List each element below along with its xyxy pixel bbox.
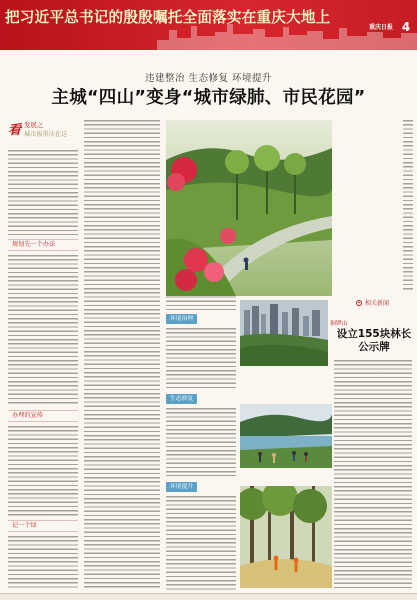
related-news-icon bbox=[356, 300, 362, 306]
newspaper-brand: 重庆日报 bbox=[368, 24, 393, 31]
park-illustration bbox=[166, 120, 332, 296]
related-news-title: 设立155块林长公示牌 bbox=[336, 328, 412, 353]
subhead-2: 办理的宣传 bbox=[8, 410, 78, 422]
body-text-col1-c bbox=[8, 426, 78, 516]
lake-illustration bbox=[240, 404, 332, 468]
body-text-col1-a bbox=[8, 150, 78, 235]
subhead-1: 规划先一个办法 bbox=[8, 239, 78, 251]
lake-photo bbox=[240, 404, 332, 468]
city-skyline-illustration bbox=[240, 300, 328, 366]
body-text-col1-d bbox=[8, 536, 78, 590]
subhead-3: 记一个绿 bbox=[8, 520, 78, 532]
body-text-col3-d bbox=[166, 496, 236, 590]
body-text-col2-a bbox=[84, 120, 160, 590]
city-skyline-photo bbox=[240, 300, 328, 366]
body-text-col3-b bbox=[166, 328, 236, 388]
banner-title: 把习近平总书记的殷殷嘱托全面落实在重庆大地上 bbox=[5, 9, 331, 26]
article-headline: 主城“四山”变身“城市绿肺、市民花园” bbox=[51, 88, 366, 108]
column-logo-subtitle: 城市报重庆在这 bbox=[24, 131, 68, 138]
related-news-location: 铜锣山 bbox=[330, 321, 348, 327]
page-number: 4 bbox=[401, 20, 411, 34]
body-text-col1-b bbox=[8, 255, 78, 405]
body-text-col3-c bbox=[166, 408, 236, 476]
column-logo bbox=[8, 119, 72, 145]
main-photo-park-flowers bbox=[166, 120, 332, 296]
related-news-body bbox=[334, 360, 412, 590]
section-tag-3: 环境提升 bbox=[166, 482, 197, 492]
section-tag-1: 环境治理 bbox=[166, 314, 197, 324]
top-banner bbox=[0, 0, 417, 50]
main-photo-caption bbox=[403, 120, 413, 296]
related-news-label bbox=[356, 298, 389, 307]
related-news-text: 相关新闻 bbox=[365, 300, 390, 307]
column-logo-mark: 看 bbox=[8, 123, 22, 138]
article-kicker: 违建整治 生态修复 环境提升 bbox=[144, 73, 273, 84]
page-footer bbox=[0, 593, 417, 600]
section-tag-2: 生态修复 bbox=[166, 394, 197, 404]
column-logo-title: 发展之 bbox=[24, 121, 44, 129]
forest-illustration bbox=[240, 486, 332, 588]
forest-workers-photo bbox=[240, 486, 332, 588]
